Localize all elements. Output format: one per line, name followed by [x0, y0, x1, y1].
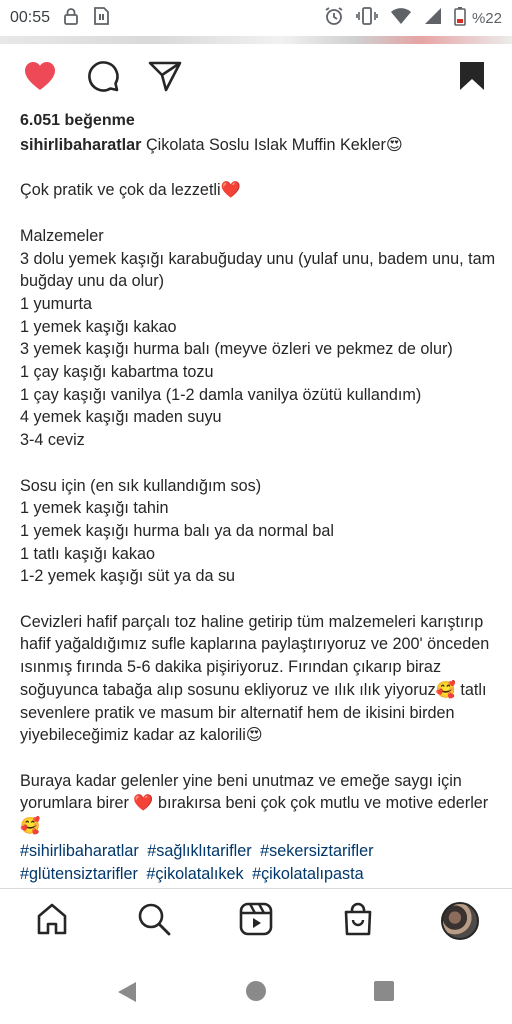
hashtag-link[interactable]: #glütensiztarifler — [20, 864, 138, 883]
back-icon[interactable] — [116, 980, 138, 1009]
wifi-icon — [390, 7, 412, 30]
share-icon — [148, 60, 182, 97]
recents-icon[interactable] — [373, 980, 395, 1007]
sim-card-icon — [92, 6, 110, 31]
hashtag-link[interactable]: #sihirlibaharatlar — [20, 842, 139, 860]
home-circle-icon[interactable] — [245, 980, 267, 1007]
hashtag-link[interactable]: #sekersiztarifler — [260, 842, 374, 860]
share-button[interactable] — [145, 58, 185, 98]
save-button[interactable] — [452, 58, 492, 98]
shop-icon — [341, 902, 375, 941]
status-time: 00:55 — [10, 9, 51, 26]
signal-icon — [424, 7, 442, 30]
reels-icon — [239, 902, 273, 941]
hashtag-link[interactable]: #sağlıklıtarifler — [147, 842, 252, 860]
battery-icon — [454, 6, 466, 31]
comment-button[interactable] — [83, 58, 123, 98]
battery-percent: %22 — [471, 9, 502, 27]
post-image-bottom-edge — [0, 36, 512, 44]
nav-shop[interactable] — [338, 901, 378, 941]
home-icon — [35, 902, 69, 941]
likes-count[interactable]: 6.051 beğenme — [20, 112, 135, 129]
comment-icon — [86, 59, 120, 98]
nav-home[interactable] — [32, 901, 72, 941]
search-icon — [137, 902, 171, 941]
nav-search[interactable] — [134, 901, 174, 941]
vibrate-icon — [356, 6, 378, 31]
lock-icon — [62, 7, 80, 30]
caption-text: Çikolata Soslu Islak Muffin Kekler😍 Çok pratik ve çok da lezzetli❤️ Malzemeler 3 dolu yemek kaşığı karabuğuday unu (yulaf unu, badem unu, tam buğday unu da olur) 1 yumurta 1 yemek kaşığı kakao 3 yemek kaşığı hurma balı (meyve özleri ve pekmez de olur) 1 çay kaşığı kabartma tozu 1 çay kaşığı vanilya (1-2 damla vanilya özütü kullandım) 4 yemek kaşığı maden suyu 3-4 ceviz Sosu için (en sık kullandığım sos) 1 yemek kaşığı tahin 1 yemek kaşığı hurma balı ya da normal bal 1 tatlı kaşığı kakao 1-2 yemek kaşığı süt ya da su Cevizleri hafif parçalı toz haline getirip tüm malzemeleri karıştırıp hafif yağaldığımız sufle kaplarına paylaştırıyoruz ve 200' önceden ısınmış fırında 5-6 dakika pişiriyoruz. Fırından çıkarıp biraz soğuyunca tabağa alıp sosunu ekliyoruz ve ılık ılık yiyoruz🥰 tatlı sevenlere pratik ve masum bir alternatif hem de ikisini birden yiyebileceğimiz kadar az kalorili😍 Buraya kadar gelenler yine beni unutmaz ve emeğe saygı için yorumlara birer ❤️ bırakırsa beni çok çok mutlu ve motive ederler🥰 — [20, 136, 496, 836]
hashtag-link[interactable]: #çikolatalıpasta — [252, 864, 364, 883]
bottom-navigation — [0, 888, 512, 955]
post-action-bar — [0, 58, 512, 100]
nav-profile[interactable] — [440, 901, 480, 941]
bookmark-icon — [458, 60, 486, 97]
hashtag-list — [20, 840, 500, 885]
like-button[interactable] — [20, 58, 60, 98]
nav-reels[interactable] — [236, 901, 276, 941]
hashtag-link[interactable]: #çikolatalıkek — [146, 864, 244, 883]
post-caption — [20, 134, 496, 838]
alarm-icon — [324, 6, 344, 31]
heart-icon — [23, 60, 57, 97]
status-bar — [0, 0, 512, 36]
system-navigation-bar — [0, 956, 512, 1024]
profile-avatar — [441, 902, 479, 940]
post-username[interactable]: sihirlibaharatlar — [20, 136, 142, 154]
